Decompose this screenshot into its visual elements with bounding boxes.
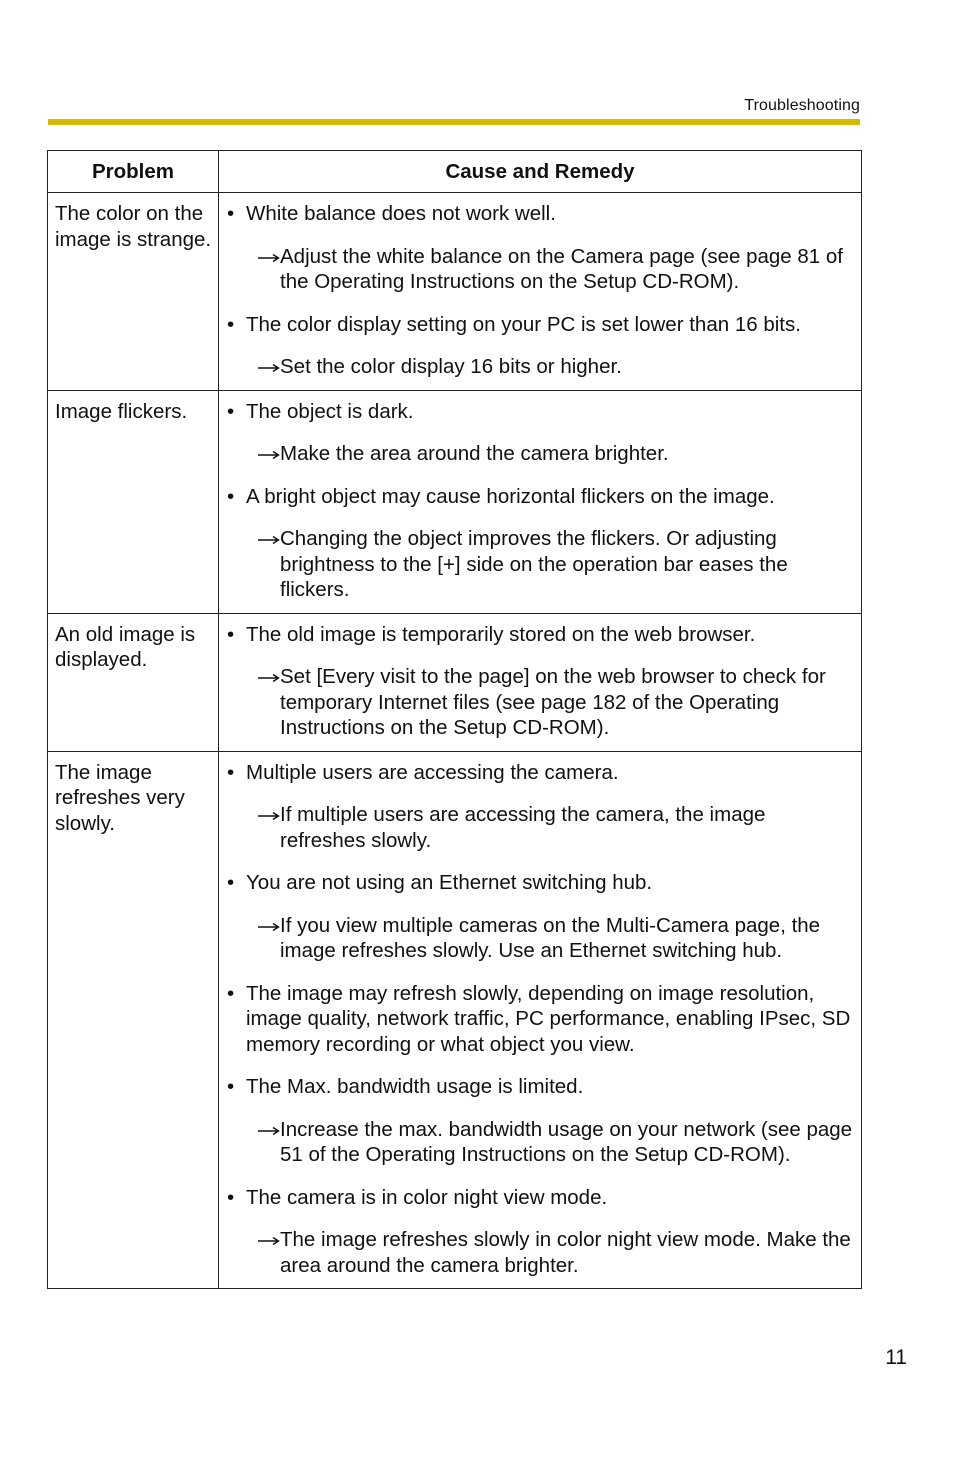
remedy-item [227,913,853,964]
remedy-item [227,664,853,741]
cause-text: White balance does not work well. [246,202,556,225]
remedy-text: Adjust the white balance on the Camera page (see page 81 of the Operating Instructions on the Setup CD-ROM). [280,244,843,293]
table-row [48,193,862,391]
cause-item [227,870,853,896]
problem-cell: The image refreshes very slowly. [48,751,219,1289]
cause-text: The camera is in color night view mode. [246,1185,608,1209]
remedy-text: Changing the object improves the flickers. Or adjusting brightness to the [+] side on the operation bar eases the flickers. [280,527,788,601]
cause-item [227,484,853,510]
remedy-item [227,526,853,603]
table-row [48,751,862,1289]
cause-remedy-cell [219,751,862,1289]
cause-item [227,1074,853,1100]
cause-item [227,312,853,338]
cause-item [227,1185,853,1211]
cause-item [227,201,853,227]
cause-text: The color display setting on your PC is set lower than 16 bits. [246,312,801,336]
cause-text: The object is dark. [246,399,414,423]
section-title: Troubleshooting [744,97,860,114]
troubleshooting-table [47,150,862,1289]
cause-text: You are not using an Ethernet switching hub. [246,871,653,894]
remedy-item [227,1227,853,1278]
remedy-text: Set [Every visit to the page] on the web browser to check for temporary Internet files (see page 182 of the Operating Instructions on the Setup CD-ROM). [280,665,826,739]
table-row [48,613,862,751]
remedy-text: If you view multiple cameras on the Multi-Camera page, the image refreshes slowly. Use an Ethernet switching hub. [280,913,821,962]
table-row [48,390,862,613]
table-body [48,193,862,1289]
cause-item [227,622,853,648]
cause-text: The Max. bandwidth usage is limited. [246,1075,584,1098]
arrow-right-icon [257,450,280,460]
column-header-cause-remedy: Cause and Remedy [219,151,862,193]
cause-text: Multiple users are accessing the camera. [246,760,619,784]
remedy-text: Increase the max. bandwidth usage on your network (see page 51 of the Operating Instructions on the Setup CD-ROM). [280,1117,853,1166]
cause-remedy-cell [219,193,862,391]
arrow-right-icon [257,363,280,373]
arrow-right-icon [257,1126,280,1136]
cause-text: The image may refresh slowly, depending on image resolution, image quality, network traffic, PC performance, enabling IPsec, SD memory recording or what object you view. [246,981,851,1056]
arrow-right-icon [257,673,280,683]
arrow-right-icon [257,1236,280,1246]
remedy-text: If multiple users are accessing the camera, the image refreshes slowly. [280,803,766,852]
table-header-row [48,151,862,193]
remedy-text: Make the area around the camera brighter. [280,442,669,465]
remedy-text: Set the color display 16 bits or higher. [280,355,622,378]
cause-remedy-cell [219,390,862,613]
remedy-item [227,802,853,853]
arrow-right-icon [257,922,280,932]
header-rule [48,119,860,125]
arrow-right-icon [257,253,280,263]
problem-cell: An old image is displayed. [48,613,219,751]
cause-item [227,760,853,786]
cause-text: A bright object may cause horizontal flickers on the image. [246,484,775,508]
arrow-right-icon [257,535,280,545]
cause-remedy-cell [219,613,862,751]
remedy-text: The image refreshes slowly in color night view mode. Make the area around the camera brighter. [280,1228,851,1277]
arrow-right-icon [257,811,280,821]
column-header-problem: Problem [48,151,219,193]
cause-text: The old image is temporarily stored on the web browser. [246,622,756,646]
problem-cell: The color on the image is strange. [48,193,219,391]
cause-item [227,399,853,425]
cause-item [227,981,853,1058]
problem-cell: Image flickers. [48,390,219,613]
remedy-item [227,244,853,295]
page-number: 11 [885,1346,907,1369]
remedy-item [227,441,853,467]
remedy-item [227,1117,853,1168]
remedy-item [227,354,853,380]
